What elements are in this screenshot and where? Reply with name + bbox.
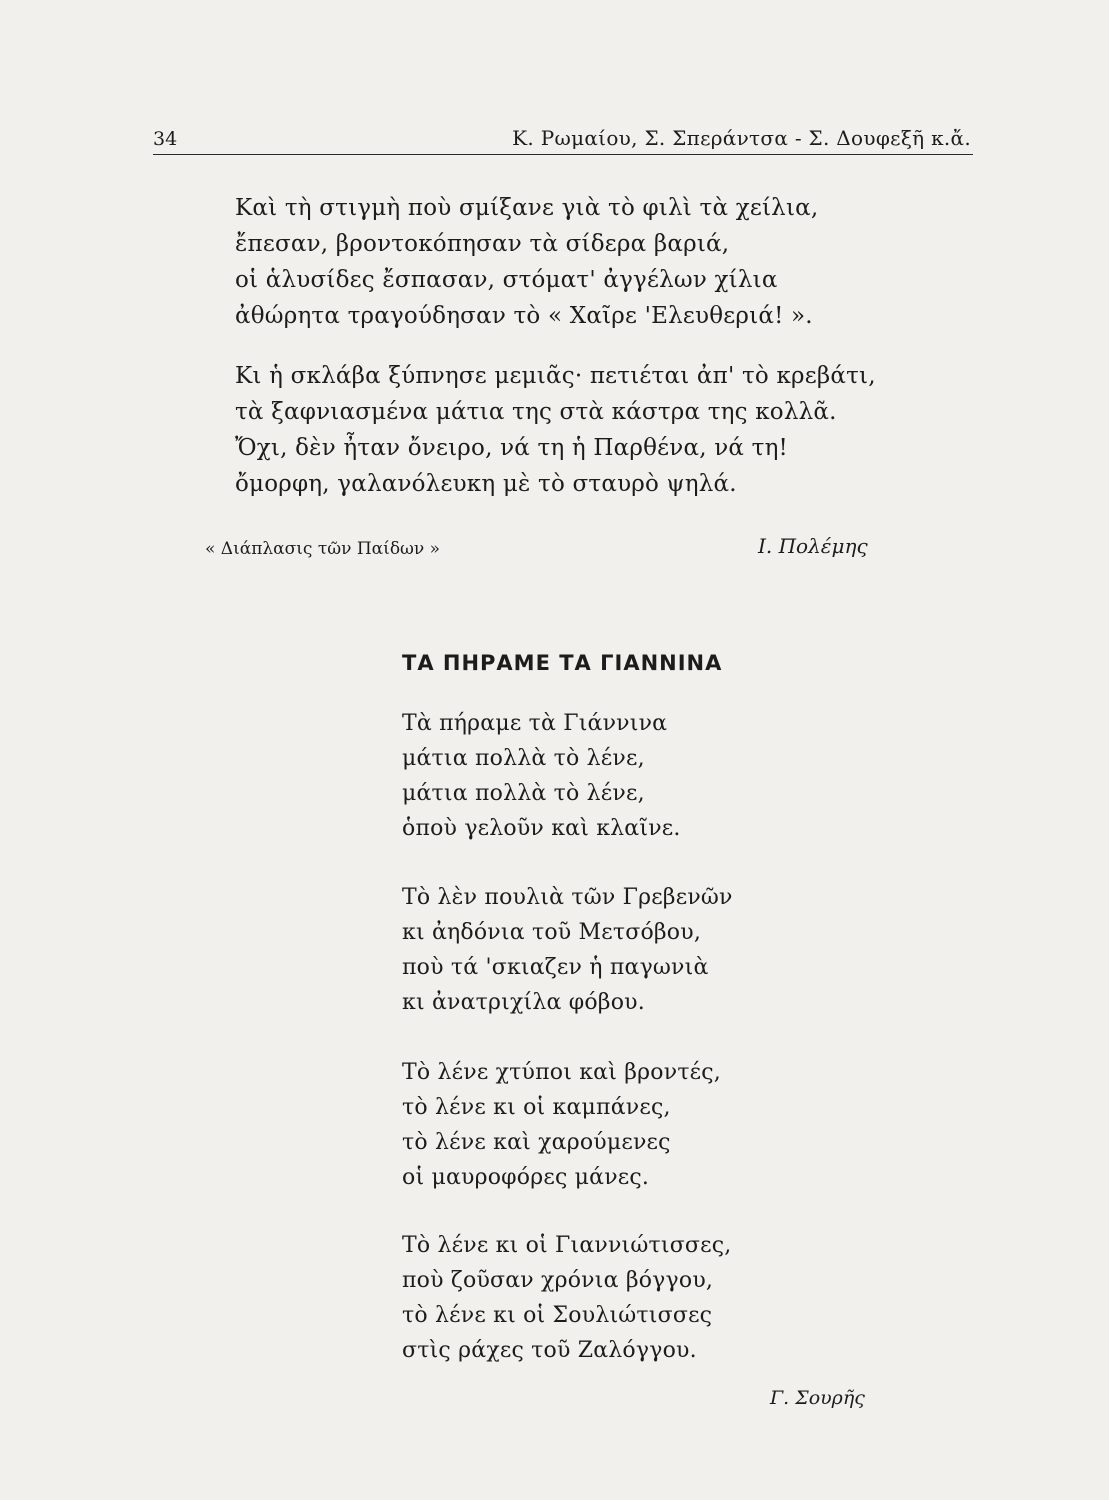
poem2-title: ΤΑ ΠΗΡΑΜΕ ΤΑ ΓΙΑΝΝΙΝΑ [402,651,723,675]
poem2-stanza-3 [402,1055,721,1195]
verse-line: ἔπεσαν, βροντοκόπησαν τὰ σίδερα βαριά, [235,231,730,257]
verse-line: Κι ἡ σκλάβα ξύπνησε μεμιᾶς· πετιέται ἀπ' τὸ κρεβάτι, [235,363,876,389]
verse-line: τὸ λένε κι οἱ καμπάνες, [402,1095,671,1120]
verse-line: ὄμορφη, γαλανόλευκη μὲ τὸ σταυρὸ ψηλά. [235,471,737,497]
poem2-stanza-2 [402,880,733,1020]
verse-line: Καὶ τὴ στιγμὴ ποὺ σμίξανε γιὰ τὸ φιλὶ τὰ χείλια, [235,195,819,221]
running-head: Κ. Ρωμαίου, Σ. Σπεράντσα - Σ. Δουφεξῆ κ.ἄ. [512,126,971,150]
verse-line: κι ἀνατριχίλα φόβου. [402,990,645,1015]
poem1-source: « Διάπλασις τῶν Παίδων » [205,539,441,559]
verse-line: Ὄχι, δὲν ἦταν ὄνειρο, νά τη ἡ Παρθένα, νά τη! [235,435,789,461]
verse-line: Τὰ πήραμε τὰ Γιάννινα [402,711,668,736]
poem2-stanza-4 [402,1228,731,1368]
verse-line: τὸ λένε καὶ χαρούμενες [402,1130,671,1155]
verse-line: οἱ ἁλυσίδες ἔσπασαν, στόματ' ἀγγέλων χίλια [235,267,778,293]
verse-line: τὸ λένε κι οἱ Σουλιώτισσες [402,1303,713,1328]
verse-line: ἀθώρητα τραγούδησαν τὸ « Χαῖρε 'Ελευθεριά! ». [235,303,813,329]
poem2-stanza-1 [402,706,681,846]
verse-line: μάτια πολλὰ τὸ λένε, [402,781,645,806]
verse-line: Τὸ λένε χτύποι καὶ βροντές, [402,1060,721,1085]
verse-line: ὁποὺ γελοῦν καὶ κλαῖνε. [402,816,681,841]
verse-line: ποὺ τά 'σκιαζεν ἡ παγωνιὰ [402,955,709,980]
verse-line: Τὸ λένε κι οἱ Γιαννιώτισσες, [402,1233,732,1258]
verse-line: Τὸ λὲν πουλιὰ τῶν Γρεβενῶν [402,885,733,910]
page-number: 34 [153,128,178,150]
verse-line: μάτια πολλὰ τὸ λένε, [402,746,645,771]
page-header [153,120,973,155]
verse-line: τὰ ξαφνιασμένα μάτια της στὰ κάστρα της κολλᾶ. [235,399,837,425]
poem1-stanza-2 [235,358,876,502]
poem2-author: Γ. Σουρῆς [770,1387,865,1409]
verse-line: οἱ μαυροφόρες μάνες. [402,1165,650,1190]
poem1-stanza-1 [235,190,818,334]
poem1-author: Ι. Πολέμης [758,534,868,558]
verse-line: ποὺ ζοῦσαν χρόνια βόγγου, [402,1268,714,1293]
verse-line: στὶς ράχες τοῦ Ζαλόγγου. [402,1338,697,1363]
verse-line: κι ἀηδόνια τοῦ Μετσόβου, [402,920,702,945]
